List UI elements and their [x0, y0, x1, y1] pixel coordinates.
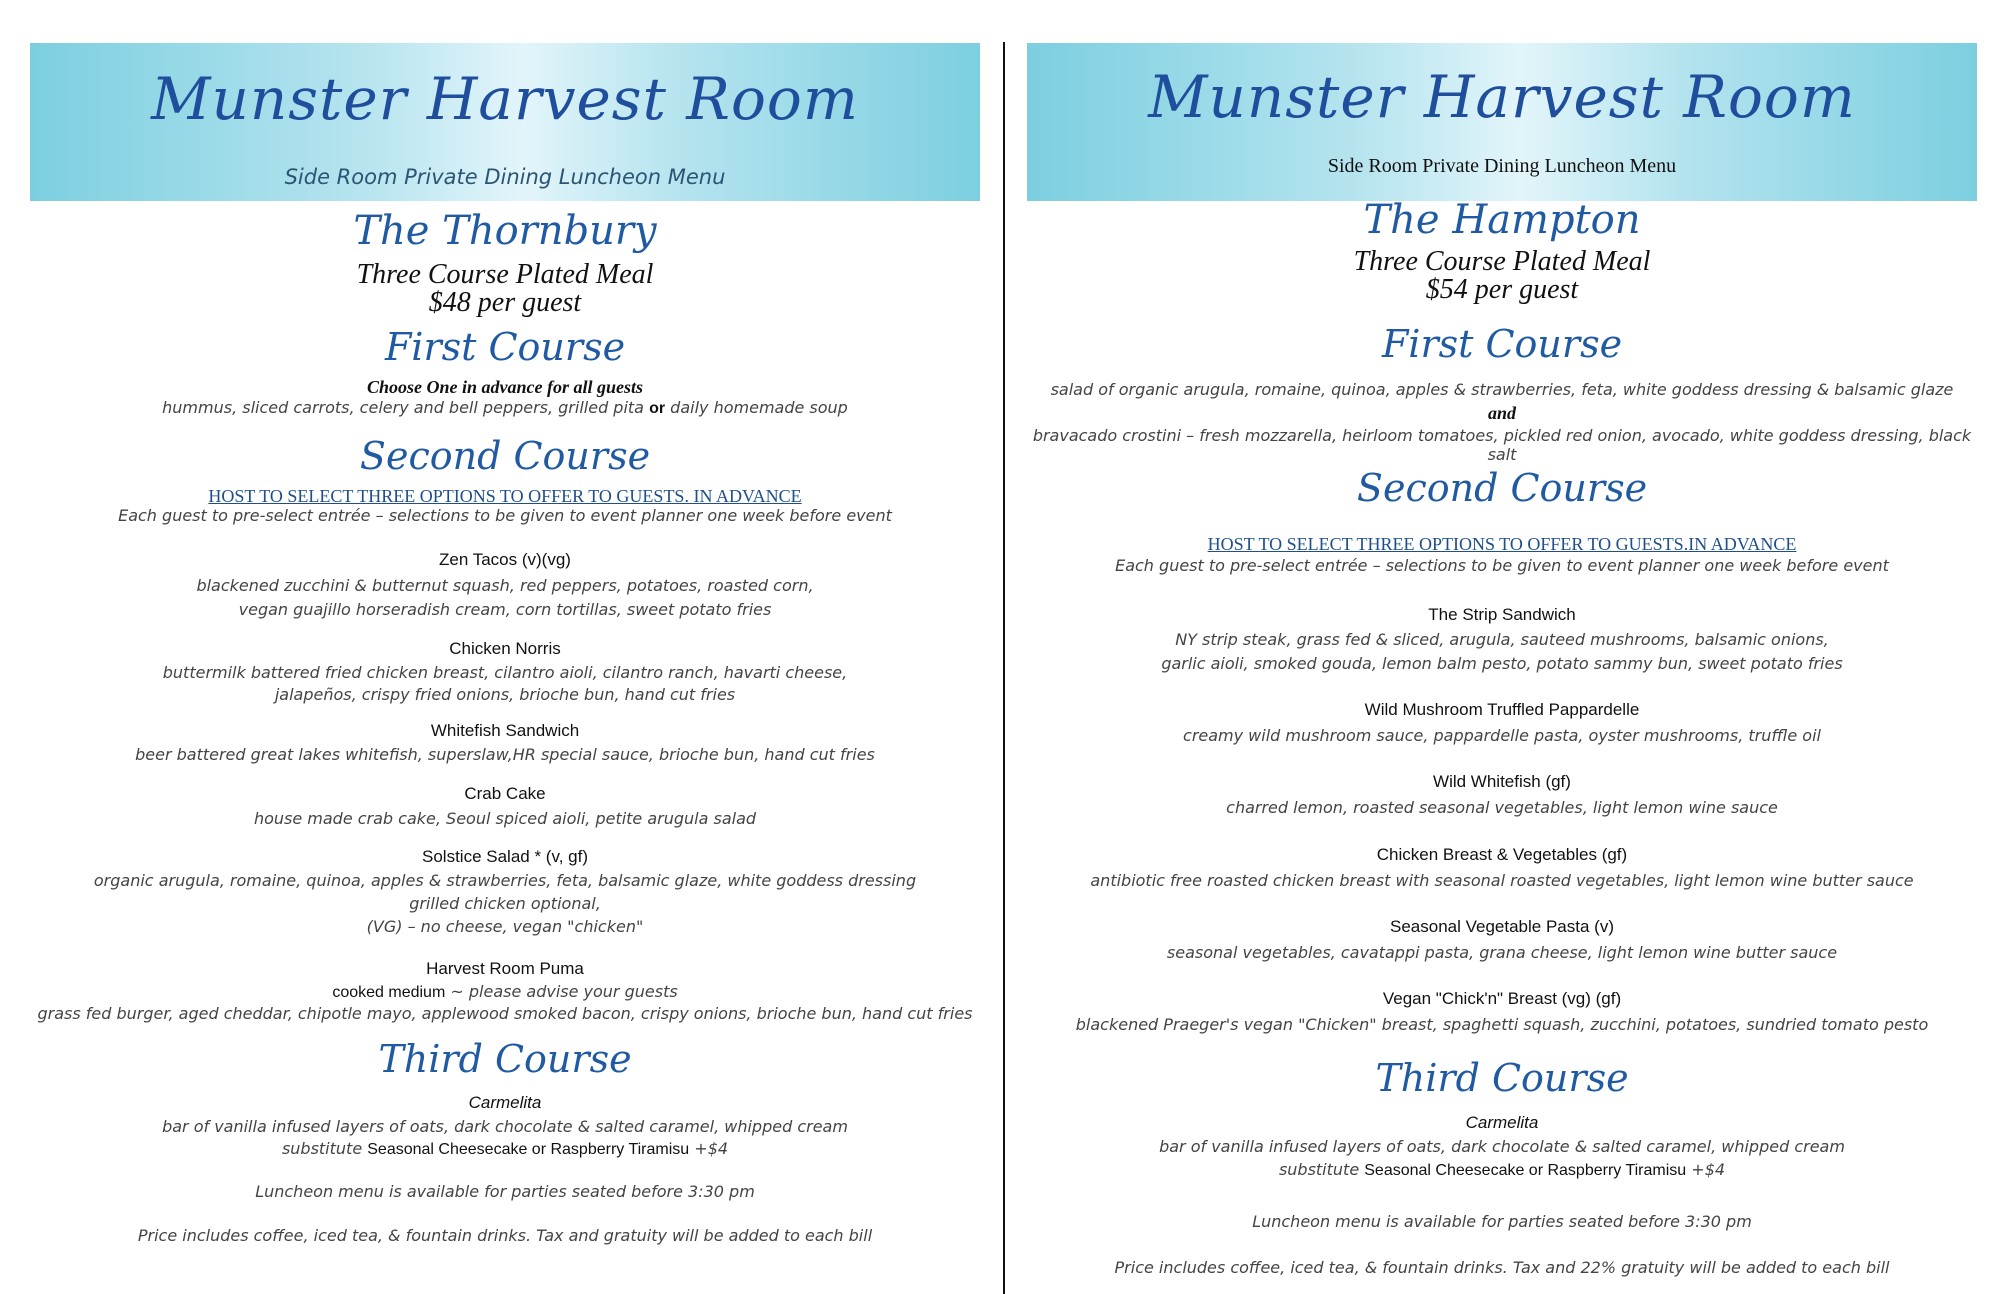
first-course-options: hummus, sliced carrots, celery and bell peppers, grilled pita or daily homemade soup	[162, 398, 848, 417]
menu-item-desc: beer battered great lakes whitefish, superslaw,HR special sauce, brioche bun, hand cut fries	[135, 745, 875, 764]
puma-cook-note: cooked medium ~ please advise your guests	[332, 982, 678, 1001]
menu-item-desc: NY strip steak, grass fed & sliced, arugula, sauteed mushrooms, balsamic onions,	[1175, 630, 1829, 649]
third-course-heading: Third Course	[378, 1037, 632, 1081]
meal-price: $48 per guest	[428, 287, 582, 318]
menu-item-desc: charred lemon, roasted seasonal vegetables, light lemon wine sauce	[1226, 798, 1778, 817]
menu-item-name: Whitefish Sandwich	[430, 721, 580, 740]
menu-page-thornbury	[30, 0, 980, 1294]
host-select-note: HOST TO SELECT THREE OPTIONS TO OFFER TO GUESTS. IN ADVANCE	[208, 486, 802, 506]
dessert-name: Carmelita	[468, 1093, 542, 1112]
menu-page-hampton	[1027, 0, 1977, 1294]
menu-item-name: Solstice Salad * (v, gf)	[422, 847, 588, 866]
dessert-substitute: substitute Seasonal Cheesecake or Raspberry Tiramisu +$4	[281, 1139, 729, 1158]
menu-item-name: Chicken Norris	[449, 639, 561, 658]
restaurant-name: Munster Harvest Room	[1148, 63, 1856, 131]
footer-seating-note: Luncheon menu is available for parties seated before 3:30 pm	[255, 1182, 755, 1201]
menu-item-desc: creamy wild mushroom sauce, pappardelle pasta, oyster mushrooms, truffle oil	[1183, 726, 1821, 745]
package-title: The Thornbury	[353, 208, 657, 254]
dessert-desc: bar of vanilla infused layers of oats, dark chocolate & salted caramel, whipped cream	[1159, 1137, 1845, 1156]
menu-item-desc: seasonal vegetables, cavatappi pasta, grana cheese, light lemon wine butter sauce	[1166, 943, 1838, 962]
package-title: The Hampton	[1363, 197, 1641, 243]
menu-item-desc: antibiotic free roasted chicken breast with seasonal roasted vegetables, light lemon wine butter sauce	[1090, 871, 1914, 890]
page-divider	[1003, 42, 1005, 1294]
menu-item-desc: organic arugula, romaine, quinoa, apples & strawberries, feta, balsamic glaze, white goddess dressing	[93, 871, 917, 890]
third-course-heading: Third Course	[1375, 1056, 1629, 1100]
first-course-and: and	[1487, 403, 1516, 423]
menu-item-name: Vegan "Chick'n" Breast (vg) (gf)	[1382, 989, 1622, 1008]
dessert-substitute: substitute Seasonal Cheesecake or Raspberry Tiramisu +$4	[1278, 1160, 1726, 1179]
menu-item-name: The Strip Sandwich	[1428, 605, 1576, 624]
dessert-name: Carmelita	[1465, 1113, 1539, 1132]
menu-item-desc: grilled chicken optional,	[409, 894, 601, 913]
menu-item-desc: grass fed burger, aged cheddar, chipotle mayo, applewood smoked bacon, crispy onions, brioche bun, hand cut fries	[37, 1004, 973, 1023]
header-banner	[1027, 43, 1977, 201]
menu-item-name: Harvest Room Puma	[426, 959, 584, 978]
dessert-desc: bar of vanilla infused layers of oats, dark chocolate & salted caramel, whipped cream	[162, 1117, 848, 1136]
footer-price-note: Price includes coffee, iced tea, & fountain drinks. Tax and 22% gratuity will be added to each bill	[1114, 1258, 1890, 1277]
menu-item-name: Zen Tacos (v)(vg)	[439, 550, 571, 569]
menu-item-name: Chicken Breast & Vegetables (gf)	[1376, 845, 1628, 864]
first-course-heading: First Course	[1381, 322, 1623, 366]
second-course-heading: Second Course	[359, 434, 651, 478]
header-banner	[30, 43, 980, 201]
footer-seating-note: Luncheon menu is available for parties seated before 3:30 pm	[1252, 1212, 1752, 1231]
menu-item-desc: buttermilk battered fried chicken breast, cilantro aioli, cilantro ranch, havarti cheese,	[162, 663, 848, 682]
menu-item-desc: house made crab cake, Seoul spiced aioli, petite arugula salad	[253, 809, 757, 828]
meal-type: Three Course Plated Meal	[356, 259, 654, 290]
footer-price-note: Price includes coffee, iced tea, & fountain drinks. Tax and gratuity will be added to each bill	[137, 1226, 873, 1245]
second-course-heading: Second Course	[1356, 466, 1648, 510]
menu-item-desc: jalapeños, crispy fried onions, brioche bun, hand cut fries	[274, 685, 736, 704]
menu-item-name: Seasonal Vegetable Pasta (v)	[1390, 917, 1614, 936]
menu-subtitle: Side Room Private Dining Luncheon Menu	[1327, 155, 1677, 177]
first-course-option: bravacado crostini – fresh mozzarella, heirloom tomatoes, pickled red onion, avocado, white goddess dressing, black salt	[1032, 426, 1972, 464]
menu-item-desc: garlic aioli, smoked gouda, lemon balm pesto, potato sammy bun, sweet potato fries	[1161, 654, 1843, 673]
menu-item-name: Wild Mushroom Truffled Pappardelle	[1364, 700, 1640, 719]
menu-item-desc: blackened Praeger's vegan "Chicken" breast, spaghetti squash, zucchini, potatoes, sundried tomato pesto	[1075, 1015, 1929, 1034]
preselect-note: Each guest to pre-select entrée – selections to be given to event planner one week before event	[1115, 556, 1889, 575]
meal-type: Three Course Plated Meal	[1353, 246, 1651, 277]
menu-item-name: Wild Whitefish (gf)	[1433, 772, 1571, 791]
menu-item-desc: (VG) – no cheese, vegan "chicken"	[366, 917, 644, 936]
preselect-note: Each guest to pre-select entrée – selections to be given to event planner one week before event	[118, 506, 892, 525]
first-course-heading: First Course	[384, 325, 626, 369]
first-course-option: salad of organic arugula, romaine, quinoa, apples & strawberries, feta, white goddess dressing & balsamic glaze	[1050, 380, 1954, 399]
restaurant-name: Munster Harvest Room	[151, 65, 859, 133]
menu-item-desc: vegan guajillo horseradish cream, corn tortillas, sweet potato fries	[238, 600, 772, 619]
first-course-note: Choose One in advance for all guests	[366, 377, 643, 397]
menu-subtitle: Side Room Private Dining Luncheon Menu	[284, 165, 726, 189]
meal-price: $54 per guest	[1425, 274, 1579, 305]
menu-item-desc: blackened zucchini & butternut squash, red peppers, potatoes, roasted corn,	[196, 576, 814, 595]
host-select-note: HOST TO SELECT THREE OPTIONS TO OFFER TO GUESTS.IN ADVANCE	[1207, 534, 1797, 554]
menu-item-name: Crab Cake	[464, 784, 546, 803]
